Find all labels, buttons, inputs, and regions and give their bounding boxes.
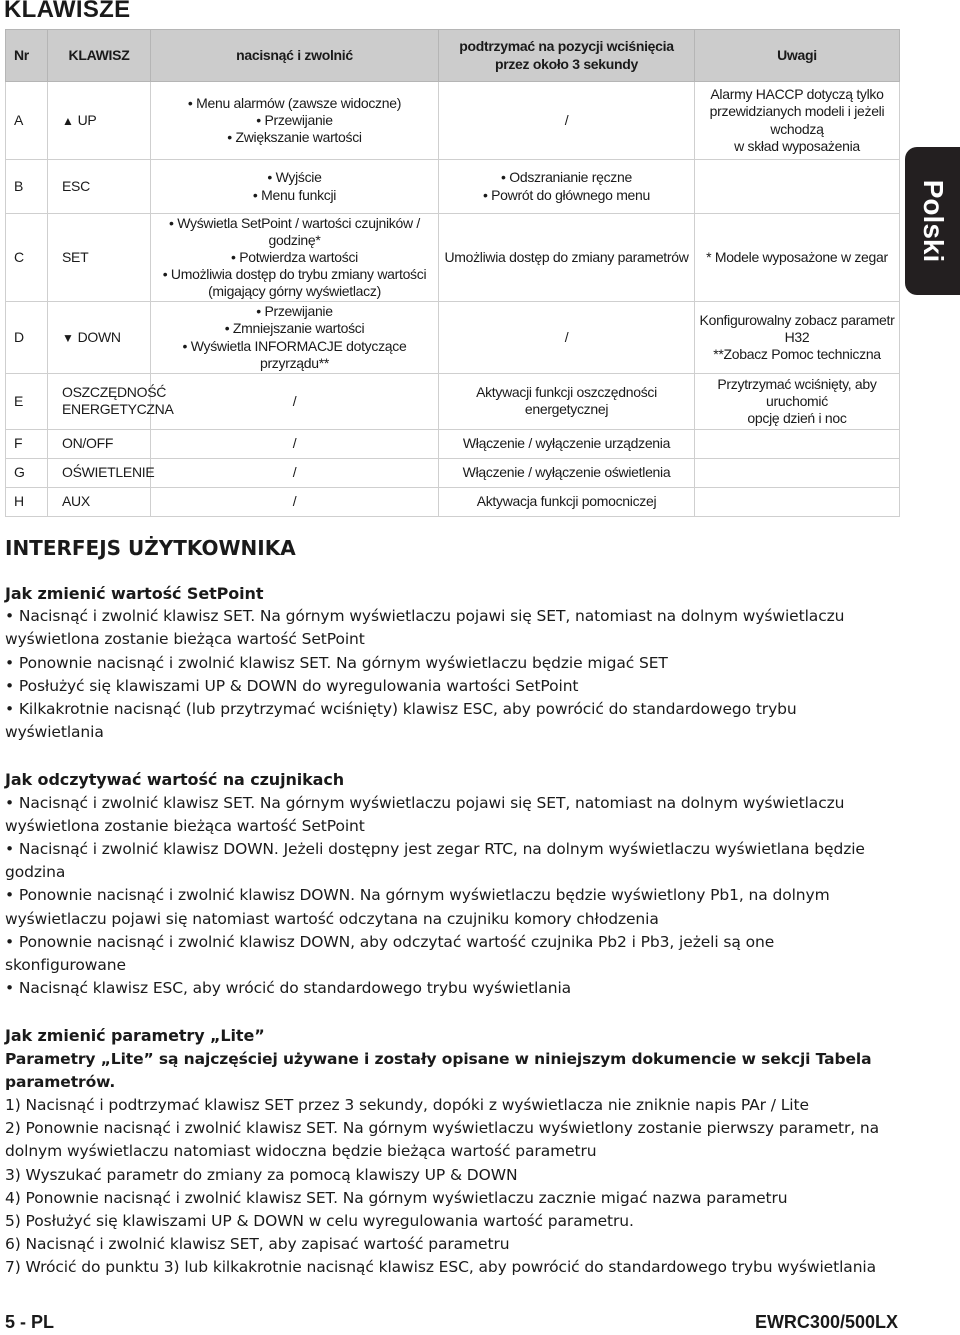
- press-line: • Przewijanie: [256, 303, 333, 320]
- press-line: • Wyjście: [267, 169, 322, 186]
- paragraph: 1) Nacisnąć i podtrzymać klawisz SET przez 3 sekundy, dopóki z wyświetlacza nie zniknie napis PAr / Lite: [5, 1096, 809, 1115]
- press-line: (migający górny wyświetlacz): [208, 283, 381, 300]
- row-nr: H: [6, 487, 48, 516]
- press-line: /: [292, 392, 297, 409]
- row-notes: [695, 160, 900, 214]
- paragraph: 3) Wyszukać parametr do zmiany za pomocą klawiszy UP & DOWN: [5, 1165, 518, 1184]
- row-key-label: DOWN: [77, 329, 121, 345]
- footer-model: EWRC300/500LX: [754, 1312, 898, 1332]
- subsection-heading: Jak odczytywać wartość na czujnikach: [5, 770, 345, 790]
- row-key: [48, 487, 151, 516]
- hold-line: /: [564, 329, 569, 345]
- row-key: [48, 458, 155, 487]
- row-press: [151, 214, 439, 302]
- row-hold: [439, 302, 695, 373]
- press-line: • Zwiększanie wartości: [227, 129, 362, 146]
- hold-line: Aktywacja funkcji pomocniczej: [476, 493, 657, 510]
- row-nr: D: [6, 302, 48, 373]
- row-nr: C: [6, 214, 48, 302]
- row-notes: [695, 302, 900, 373]
- row-press: [151, 458, 439, 487]
- header-press: nacisnąć i zwolnić: [151, 30, 439, 82]
- table-row: [6, 458, 900, 487]
- table-header-row: [6, 30, 900, 82]
- row-hold: [439, 458, 695, 487]
- row-hold: [439, 214, 695, 302]
- hold-line: Umożliwia dostęp do zmiany parametrów: [444, 249, 689, 266]
- row-key: [48, 82, 151, 160]
- table-row: [6, 160, 900, 214]
- section-title: INTERFEJS UŻYTKOWNIKA: [5, 536, 296, 560]
- table-row: [6, 82, 900, 160]
- hold-line: • Powrót do głównego menu: [482, 186, 651, 203]
- press-line: • Wyświetla INFORMACJE dotyczące przyrządu**: [182, 337, 407, 371]
- hold-line: Aktywacji funkcji oszczędności energetycznej: [476, 384, 657, 418]
- notes-line: **Zobacz Pomoc techniczna: [713, 346, 881, 363]
- paragraph: • Ponownie nacisnąć i zwolnić klawisz DOWN. Na górnym wyświetlaczu będzie wyświetlony Pb1, na dolnym wyświetlaczu pojawi się natomiast wartość odczytana na czujniku komory chłodzenia: [5, 886, 830, 928]
- press-line: /: [292, 464, 297, 481]
- press-line: /: [292, 435, 297, 452]
- paragraph: 4) Ponownie nacisnąć i zwolnić klawisz SET. Na górnym wyświetlaczu zacznie migać nazwa parametru: [5, 1188, 788, 1207]
- row-press: [151, 487, 439, 516]
- paragraph: 5) Posłużyć się klawiszami UP & DOWN w celu wyregulowania wartość parametru.: [5, 1212, 634, 1231]
- table-row: [6, 373, 900, 429]
- press-line: /: [292, 493, 297, 510]
- paragraph-gap: [5, 1000, 898, 1024]
- paragraph: • Nacisnąć i zwolnić klawisz SET. Na górnym wyświetlaczu pojawi się SET, natomiast na dolnym wyświetlaczu wyświetlona zostanie bieżąca wartość SetPoint: [5, 793, 845, 835]
- row-notes: [695, 82, 900, 160]
- notes-line: Przytrzymać wciśnięty, aby uruchomić: [717, 375, 877, 409]
- header-key: KLAWISZ: [48, 30, 151, 82]
- row-press: [151, 160, 439, 214]
- hold-line: • Odszranianie ręczne: [501, 169, 632, 186]
- header-hold: podtrzymać na pozycji wciśnięcia przez około 3 sekundy: [439, 30, 695, 82]
- row-key-label: OŚWIETLENIE: [62, 464, 155, 481]
- hold-line: Włączenie / wyłączenie urządzenia: [462, 435, 671, 452]
- row-key: [48, 160, 151, 214]
- subsection-heading: Jak zmienić wartość SetPoint: [5, 584, 264, 603]
- row-key-label: SET: [62, 249, 89, 266]
- row-press: [151, 82, 439, 160]
- press-line: • Potwierdza wartości: [231, 249, 358, 266]
- paragraph: • Posłużyć się klawiszami UP & DOWN do wyregulowania wartości SetPoint: [5, 676, 579, 695]
- language-tab-label: Polski: [918, 179, 950, 263]
- row-key-line: OSZCZĘDNOŚĆ: [62, 384, 167, 401]
- language-tab: [905, 147, 960, 295]
- row-nr: E: [6, 373, 48, 429]
- triangle-up-icon: ▲: [62, 113, 74, 128]
- bold-paragraph: Parametry „Lite” są najczęściej używane i zostały opisane w niniejszym dokumencie w sekcji Tabela parametrów.: [5, 1049, 872, 1091]
- press-line: • Zmniejszanie wartości: [224, 320, 365, 337]
- paragraph: 7) Wrócić do punktu 3) lub kilkakrotnie nacisnąć klawisz ESC, aby powrócić do standardowego trybu wyświetlania: [5, 1258, 877, 1277]
- row-nr: F: [6, 429, 48, 458]
- triangle-down-icon: ▼: [62, 331, 74, 345]
- paragraph: • Nacisnąć klawisz ESC, aby wrócić do standardowego trybu wyświetlania: [5, 979, 572, 998]
- table-row: [6, 302, 900, 373]
- row-key-label: ON/OFF: [62, 435, 114, 452]
- row-hold: [439, 487, 695, 516]
- row-notes: [695, 458, 900, 487]
- row-press: [151, 429, 439, 458]
- hold-line: Włączenie / wyłączenie oświetlenia: [462, 464, 671, 481]
- row-hold: [439, 160, 695, 214]
- paragraph: • Kilkakrotnie nacisnąć (lub przytrzymać wciśnięty) klawisz ESC, aby powrócić do standardowego trybu wyświetlania: [5, 700, 797, 742]
- row-key: [48, 302, 151, 373]
- table-row: [6, 429, 900, 458]
- paragraph: • Ponownie nacisnąć i zwolnić klawisz DOWN, aby odczytać wartość czujnika Pb2 i Pb3, jeżeli są one skonfigurowane: [5, 932, 775, 975]
- table-row: [6, 214, 900, 302]
- press-line: • Menu funkcji: [252, 186, 337, 203]
- notes-line: Konfigurowalny zobacz parametr H32: [699, 311, 895, 345]
- row-press: [151, 302, 439, 373]
- row-hold: [439, 429, 695, 458]
- keys-table-body: [6, 30, 900, 517]
- press-line: • Wyświetla SetPoint / wartości czujników / godzinę*: [169, 215, 420, 249]
- row-nr: A: [6, 82, 48, 160]
- footer-page-number: 5 - PL: [5, 1312, 55, 1332]
- row-key-label: UP: [77, 111, 97, 128]
- header-notes: Uwagi: [695, 30, 900, 82]
- row-key: [48, 214, 151, 302]
- row-key: [48, 429, 151, 458]
- subsection-heading: Jak zmienić parametry „Lite”: [5, 1026, 265, 1046]
- paragraph: 6) Nacisnąć i zwolnić klawisz SET, aby zapisać wartość parametru: [5, 1235, 510, 1254]
- row-hold: [439, 82, 695, 160]
- keys-table: [5, 29, 900, 517]
- press-line: • Przewijanie: [256, 111, 333, 128]
- row-key-label: AUX: [62, 493, 90, 510]
- row-press: [151, 373, 439, 429]
- paragraph: • Ponownie nacisnąć i zwolnić klawisz SET. Na górnym wyświetlaczu będzie migać SET: [5, 653, 668, 672]
- row-notes: [695, 373, 900, 429]
- row-nr: B: [6, 160, 48, 214]
- notes-line: opcję dzień i noc: [747, 409, 847, 426]
- instructions-body: [5, 582, 898, 1280]
- row-notes: [695, 487, 900, 516]
- paragraph-gap: [5, 744, 898, 768]
- page-title: KLAWISZE: [4, 0, 131, 23]
- press-line: • Menu alarmów (zawsze widoczne): [187, 94, 402, 111]
- row-nr: G: [6, 458, 48, 487]
- row-key: [48, 373, 174, 429]
- header-nr: Nr: [6, 30, 48, 82]
- notes-line: w skład wyposażenia: [734, 137, 860, 154]
- notes-line: przewidzianych modeli i jeżeli wchodzą: [709, 103, 885, 137]
- paragraph: • Nacisnąć i zwolnić klawisz DOWN. Jeżeli dostępny jest zegar RTC, na dolnym wyświetlaczu wyświetlana będzie godzina: [5, 840, 865, 882]
- table-row: [6, 487, 900, 516]
- row-notes: [695, 214, 900, 302]
- press-line: • Umożliwia dostęp do trybu zmiany wartości: [162, 266, 427, 283]
- notes-line: * Modele wyposażone w zegar: [706, 249, 888, 266]
- paragraph: • Nacisnąć i zwolnić klawisz SET. Na górnym wyświetlaczu pojawi się SET, natomiast na dolnym wyświetlaczu wyświetlona zostanie bieżąca wartość SetPoint: [5, 607, 845, 649]
- notes-line: Alarmy HACCP dotyczą tylko: [710, 86, 884, 103]
- row-key-label: ESC: [62, 177, 90, 194]
- row-notes: [695, 429, 900, 458]
- row-hold: [439, 373, 695, 429]
- row-key-line: ENERGETYCZNA: [62, 401, 174, 418]
- paragraph: 2) Ponownie nacisnąć i zwolnić klawisz SET. Na górnym wyświetlaczu wyświetlony zostanie pierwszy parametr, na dolnym wyświetlaczu natomiast widoczna będzie bieżąca wartość parametru: [5, 1119, 880, 1161]
- hold-line: /: [564, 111, 569, 128]
